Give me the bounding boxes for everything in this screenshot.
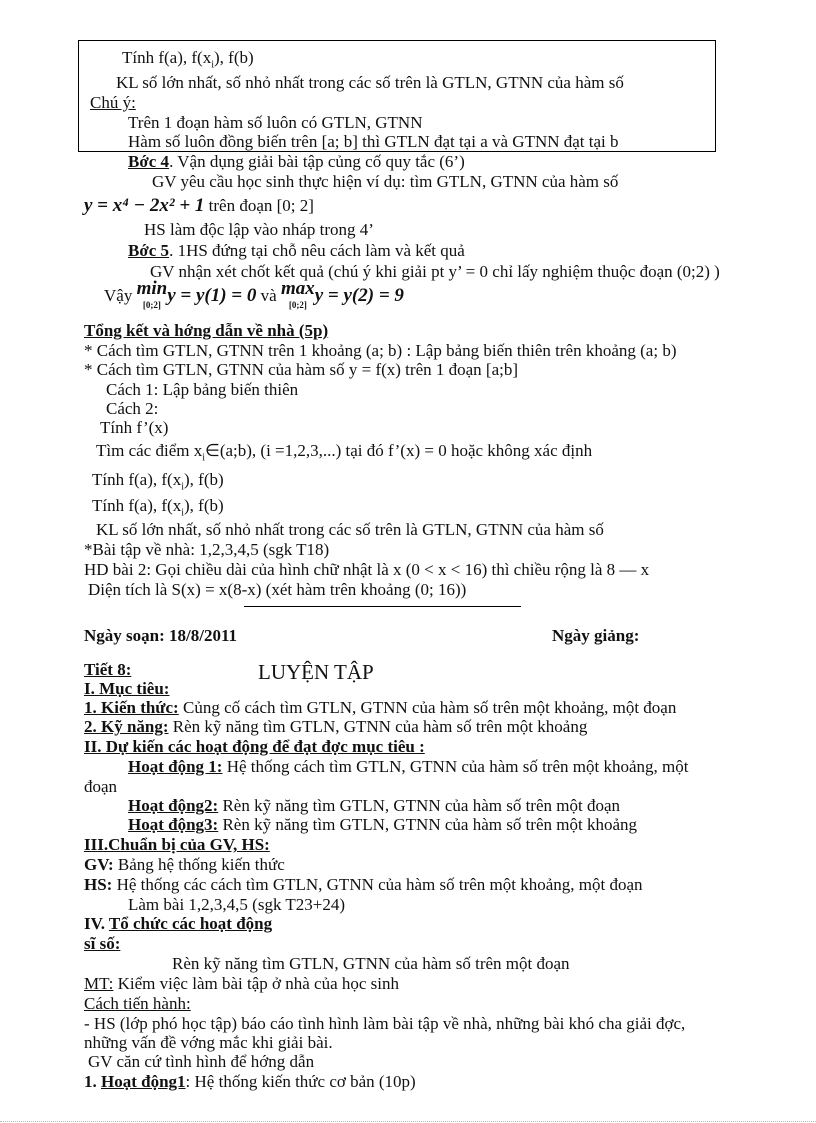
step-4-hs: HS làm độc lập vào nháp trong 4’ (144, 220, 374, 239)
summary-title: Tổng kết và hớng dẫn về nhà (5p) (84, 321, 329, 340)
activity-3: Hoạt động3: Rèn kỹ năng tìm GTLN, GTNN của hàm số trên một khoảng (128, 815, 638, 834)
note-label: Chú ý: (90, 93, 136, 112)
summary-line-2: * Cách tìm GTLN, GTNN của hàm số y = f(x) trên 1 đoạn [a;b] (84, 360, 518, 379)
homework: *Bài tập về nhà: 1,2,3,4,5 (sgk T18) (84, 540, 330, 559)
attendance: sĩ số: (84, 934, 121, 953)
box-line-1: Tính f(a), $f(x_i)$, f(b) (122, 48, 254, 71)
teacher-prep: GV: Bảng hệ thống kiến thức (84, 855, 285, 874)
step-5-gv: GV nhận xét chốt kết quả (chú ý khi giải pt y’ = 0 chỉ lấy nghiệm thuộc đoạn (0;2) ) (150, 262, 720, 281)
student-prep: HS: Hệ thống các cách tìm GTLN, GTNN của hàm số trên một khoảng, một đoạn (84, 875, 643, 894)
procedure-1: - HS (lớp phó học tập) báo cáo tình hình làm bài tập về nhà, những bài khó cha giải đợc, (84, 1014, 686, 1033)
organization-heading: IV. Tổ chức các hoạt động (84, 914, 273, 933)
step-critical-points: Tìm các điểm $x_i\in(a;b)$, (i =1,2,3,...) tại đó f’(x) = 0 hoặc không xác định (96, 441, 593, 464)
objective-line: MT: Kiểm việc làm bài tập ở nhà của học sinh (84, 974, 400, 993)
area-formula: Diện tích là S(x) = x(8-x) (xét hàm trên khoảng (0; 16)) (88, 580, 467, 599)
step-5: Bớc 5. 1HS đứng tại chỗ nêu cách làm và kết quả (128, 241, 465, 260)
step-conclusion: KL số lớn nhất, số nhỏ nhất trong các số trên là GTLN, GTNN của hàm số (96, 520, 604, 539)
activity-2: Hoạt động2: Rèn kỹ năng tìm GTLN, GTNN của hàm số trên một đoạn (128, 796, 621, 815)
summary-line-1: * Cách tìm GTLN, GTNN trên 1 khoảng (a; b) : Lập bảng biến thiên trên khoảng (a; b) (84, 341, 677, 360)
activity-1: Hoạt động 1: Hệ thống cách tìm GTLN, GTNN của hàm số trên một khoảng, một (128, 757, 689, 776)
hint-exercise-2: HD bài 2: Gọi chiều dài của hình chữ nhật là x (0 < x < 16) thì chiều rộng là 8 — x (84, 560, 650, 579)
lesson-number: Tiết 8: (84, 660, 132, 679)
preparation-heading: III.Chuẩn bị của GV, HS: (84, 835, 270, 854)
step-derivative: Tính f’(x) (100, 418, 169, 437)
box-line-2: KL số lớn nhất, số nhỏ nhất trong các số trên là GTLN, GTNN của hàm số (116, 73, 624, 92)
step-4: Bớc 4. Vận dụng giải bài tập củng cố quy tắc (6’) (128, 152, 465, 171)
example-formula: y = x⁴ − 2x² + 1 trên đoạn [0; 2] (84, 195, 314, 216)
teaching-date: Ngày giảng: (552, 626, 640, 645)
divider (244, 606, 521, 607)
method-2: Cách 2: (106, 399, 159, 418)
planned-activities-heading: II. Dự kiến các hoạt động để đạt đợc mục tiêu : (84, 737, 425, 756)
procedure-3: GV căn cứ tình hình để hớng dẫn (88, 1052, 315, 1071)
step-4-gv: GV yêu cầu học sinh thực hiện ví dụ: tìm GTLN, GTNN của hàm số (152, 172, 619, 191)
lesson-title: LUYỆN TẬP (258, 660, 374, 684)
objectives-heading: I. Mục tiêu: (84, 679, 170, 698)
skills: 2. Kỹ năng: Rèn kỹ năng tìm GTLN, GTNN của hàm số trên một khoảng (84, 717, 588, 736)
procedure-label: Cách tiến hành: (84, 994, 191, 1013)
max-operator: max [0;2] (280, 278, 315, 311)
min-operator: min [0;2] (136, 278, 168, 311)
procedure-2: những vấn đề vớng mắc khi giải bài. (84, 1033, 333, 1052)
step-evaluate-1: Tính f(a), $f(x_i)$, f(b) (92, 470, 224, 493)
result-line: Vậy min [0;2] y = y(1) = 0 và max [0;2] y = y(2) = 9 (104, 278, 404, 311)
activity-1-heading: 1. Hoạt động1: Hệ thống kiến thức cơ bản (10p) (84, 1072, 416, 1091)
step-evaluate-2: Tính f(a), $f(x_i)$, f(b) (92, 496, 224, 519)
student-prep-2: Làm bài 1,2,3,4,5 (sgk T23+24) (128, 895, 346, 914)
box-line-3: Trên 1 đoạn hàm số luôn có GTLN, GTNN (128, 113, 423, 132)
skill-practice: Rèn kỹ năng tìm GTLN, GTNN của hàm số trên một đoạn (172, 954, 570, 973)
method-1: Cách 1: Lập bảng biến thiên (106, 380, 299, 399)
box-line-4: Hàm số luôn đồng biến trên [a; b] thì GTLN đạt tại a và GTNN đạt tại b (128, 132, 619, 151)
knowledge: 1. Kiến thức: Củng cố cách tìm GTLN, GTNN của hàm số trên một khoảng, một đoạn (84, 698, 677, 717)
activity-1-cont: đoạn (84, 777, 118, 796)
prep-date: Ngày soạn: 18/8/2011 (84, 626, 238, 645)
page-bottom-dots (0, 1121, 816, 1122)
